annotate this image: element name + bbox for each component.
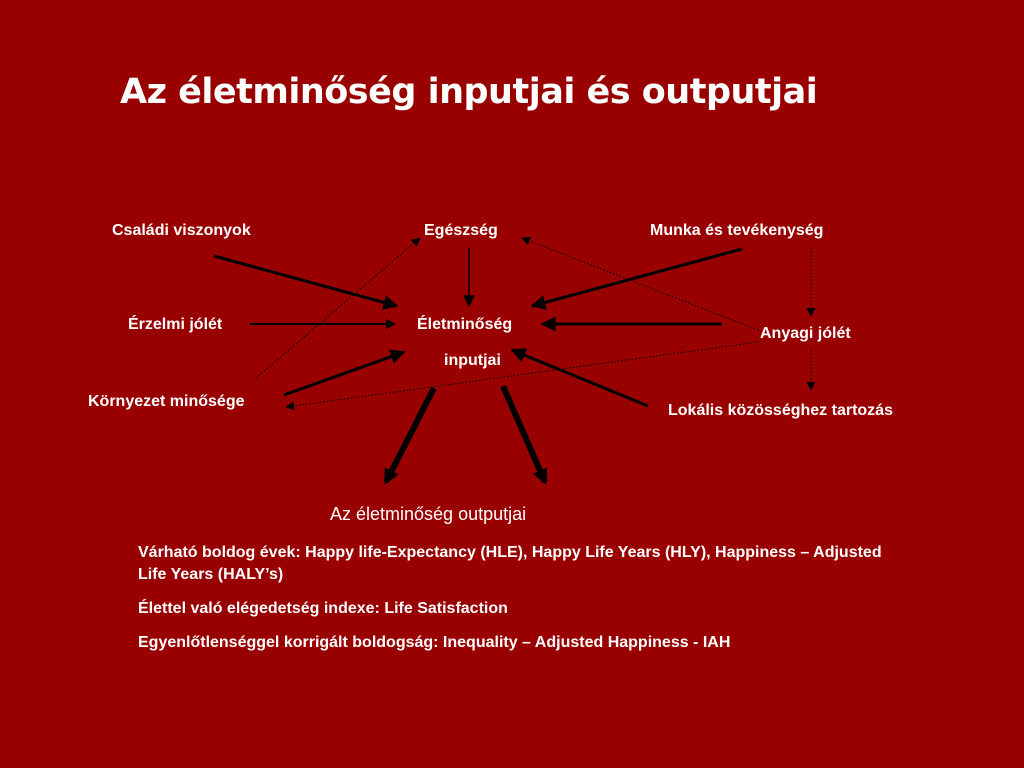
slide-title: Az életminőség inputjai és outputjai (120, 72, 818, 112)
node-erzelmi-jolet: Érzelmi jólét (128, 316, 223, 333)
arrow-csaladi-to-center (214, 256, 397, 306)
node-center-line2: inputjai (444, 352, 501, 369)
arrow-kornyezet-to-center (284, 352, 404, 395)
node-csaladi-viszonyok: Családi viszonyok (112, 222, 251, 239)
output-item-hle: Várható boldog évek: Happy life-Expectancy (HLE), Happy Life Years (HLY), Happiness – Adjusted Life Years (HALY’s) (138, 544, 882, 583)
node-lokalis-kozosseg: Lokális közösséghez tartozás (668, 402, 893, 419)
arrow-anyagi-to-egeszseg (522, 238, 758, 330)
node-egeszseg: Egészség (424, 222, 498, 239)
arrow-lokalis-to-center (512, 350, 648, 406)
arrow-munka-to-center (532, 249, 742, 306)
outputs-heading: Az életminőség outputjai (330, 504, 527, 524)
node-center-line1: Életminőség (417, 316, 513, 333)
arrow-center-to-outputs-right (503, 386, 545, 482)
output-item-iah: Egyenlőtlenséggel korrigált boldogság: Inequality – Adjusted Happiness - IAH (138, 634, 731, 651)
arrow-center-to-outputs-left (386, 388, 434, 482)
arrow-anyagi-to-kornyezet (286, 342, 758, 407)
node-kornyezet-minosege: Környezet minősége (88, 393, 245, 410)
arrow-kornyezet-to-egeszseg (256, 238, 420, 378)
node-munka-es-tevekenyseg: Munka és tevékenység (650, 222, 824, 239)
node-anyagi-jolet: Anyagi jólét (760, 325, 851, 342)
outputs-list (138, 542, 898, 666)
output-item-life-satisfaction: Élettel való elégedetség indexe: Life Satisfaction (138, 600, 508, 617)
